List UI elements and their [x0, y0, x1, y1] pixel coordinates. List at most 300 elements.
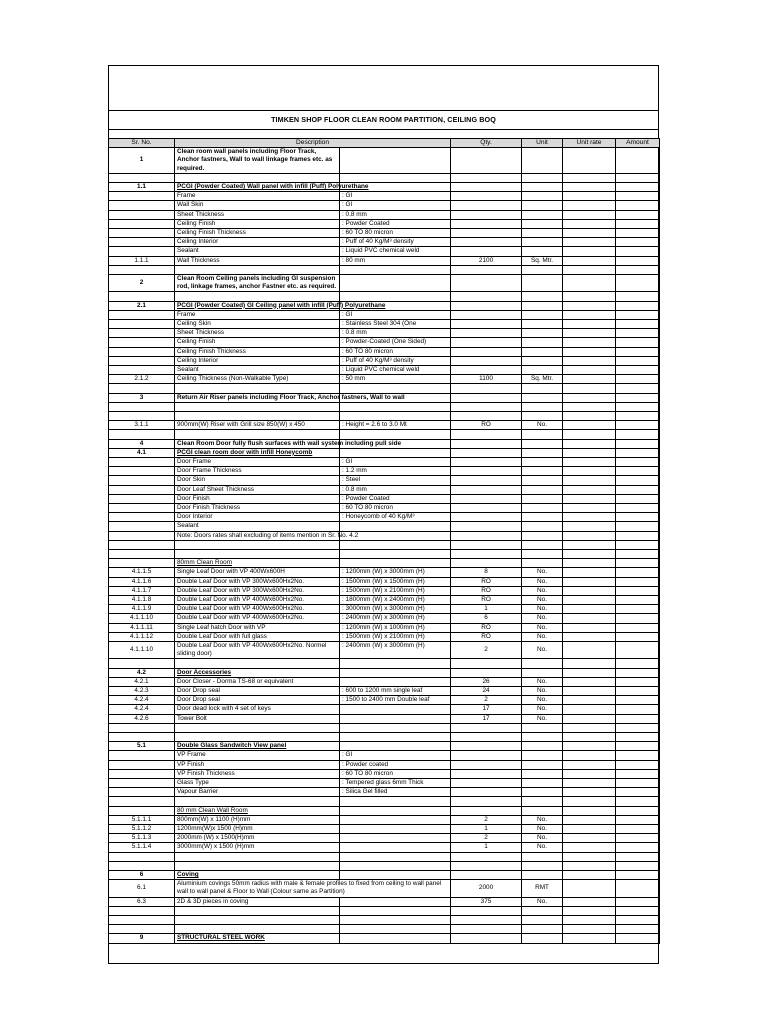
cell-qty	[451, 275, 522, 292]
cell-sr-no: 4.2.1	[109, 677, 175, 686]
cell-spec: : GI	[340, 458, 451, 467]
cell-description: Double Leaf Door with VP 400Wx600Hx2No.	[175, 596, 340, 605]
cell-unit: No.	[522, 421, 563, 430]
table-row	[109, 779, 660, 788]
cell-unit-rate	[563, 439, 616, 448]
table-row	[109, 448, 660, 457]
cell-qty	[451, 448, 522, 457]
cell-spec: : GI	[340, 751, 451, 760]
cell-spec	[340, 852, 451, 861]
cell-unit	[522, 338, 563, 347]
cell-qty	[451, 458, 522, 467]
cell-sr-no: 4.1	[109, 448, 175, 457]
cell-spec: : 1800mm (W) x 2400mm (H)	[340, 596, 451, 605]
cell-unit-rate	[563, 247, 616, 256]
cell-qty	[451, 742, 522, 751]
cell-unit-rate	[563, 642, 616, 659]
cell-sr-no	[109, 366, 175, 375]
table-row	[109, 356, 660, 365]
cell-unit-rate	[563, 183, 616, 192]
cell-unit: No.	[522, 614, 563, 623]
cell-spec	[340, 825, 451, 834]
cell-qty	[451, 329, 522, 338]
cell-description: Ceiling Thickness (Non-Walkable Type)	[175, 375, 340, 384]
cell-unit-rate	[563, 577, 616, 586]
cell-sr-no: 4.1.1.7	[109, 586, 175, 595]
cell-qty: 17	[451, 705, 522, 714]
cell-sr-no: 4	[109, 439, 175, 448]
table-row	[109, 219, 660, 228]
cell-unit	[522, 806, 563, 815]
cell-unit	[522, 148, 563, 174]
cell-amount	[616, 825, 660, 834]
cell-unit	[522, 301, 563, 310]
cell-description: 2D & 3D pieces in coving	[175, 897, 340, 906]
cell-description	[175, 916, 340, 925]
blank-row	[109, 412, 660, 421]
cell-sr-no: 9	[109, 934, 175, 943]
cell-amount	[616, 467, 660, 476]
cell-description: PCGI clean room door with infill Honeycomb	[175, 448, 340, 457]
cell-spec	[340, 797, 451, 806]
cell-description: Sealant	[175, 366, 340, 375]
blank-row	[109, 430, 660, 439]
col-amount: Amount	[616, 139, 660, 148]
table-row	[109, 934, 660, 943]
cell-unit	[522, 522, 563, 531]
cell-unit: No.	[522, 623, 563, 632]
cell-spec: : 1500mm (W) x 2100mm (H)	[340, 586, 451, 595]
cell-description: Double Leaf Door with VP 300Wx600Hx2No.	[175, 577, 340, 586]
cell-spec: : GI	[340, 201, 451, 210]
cell-qty	[451, 292, 522, 301]
cell-sr-no	[109, 210, 175, 219]
cell-sr-no	[109, 329, 175, 338]
cell-unit-rate	[563, 623, 616, 632]
cell-qty: 17	[451, 714, 522, 723]
cell-description: Door Finish Thickness	[175, 504, 340, 513]
cell-sr-no: 2.1.2	[109, 375, 175, 384]
table-row	[109, 897, 660, 906]
cell-sr-no: 4.2.6	[109, 714, 175, 723]
cell-description: Single Leaf hatch Door with VP	[175, 623, 340, 632]
blank-row	[109, 292, 660, 301]
cell-sr-no	[109, 906, 175, 915]
cell-spec	[340, 550, 451, 559]
cell-sr-no: 4.1.1.8	[109, 596, 175, 605]
cell-sr-no: 5.1.1.4	[109, 843, 175, 852]
cell-description	[175, 384, 340, 393]
cell-description: Clean Room Door fully flush surfaces with wall system including pull side	[175, 439, 340, 448]
cell-sr-no	[109, 723, 175, 732]
cell-spec	[340, 843, 451, 852]
cell-unit	[522, 934, 563, 943]
cell-amount	[616, 834, 660, 843]
cell-description: Double Glass Sandwitch View panel	[175, 742, 340, 751]
cell-unit-rate	[563, 275, 616, 292]
cell-unit	[522, 412, 563, 421]
cell-qty: 2	[451, 815, 522, 824]
col-sr-no: Sr. No.	[109, 139, 175, 148]
cell-spec: : Puff of 40 Kg/M³ density	[340, 356, 451, 365]
table-row	[109, 642, 660, 659]
cell-qty: RO	[451, 632, 522, 641]
table-row	[109, 632, 660, 641]
cell-unit-rate	[563, 806, 616, 815]
blank-row	[109, 723, 660, 732]
table-row	[109, 806, 660, 815]
cell-unit-rate	[563, 834, 616, 843]
cell-spec: : 2400mm (W) x 3000mm (H)	[340, 642, 451, 659]
cell-unit: Sq. Mtr.	[522, 375, 563, 384]
cell-description: Single Leaf Door with VP 400Wx600H	[175, 568, 340, 577]
cell-amount	[616, 301, 660, 310]
cell-unit: No.	[522, 687, 563, 696]
cell-description	[175, 906, 340, 915]
cell-description: STRUCTURAL STEEL WORK	[175, 934, 340, 943]
cell-unit-rate	[563, 256, 616, 265]
cell-qty: RO	[451, 586, 522, 595]
cell-amount	[616, 275, 660, 292]
cell-unit: No.	[522, 696, 563, 705]
cell-sr-no	[109, 540, 175, 549]
cell-unit	[522, 550, 563, 559]
table-row	[109, 192, 660, 201]
cell-sr-no: 5.1.1.3	[109, 834, 175, 843]
cell-sr-no: 4.1.1.10	[109, 642, 175, 659]
cell-unit	[522, 668, 563, 677]
cell-description: VP Finish	[175, 760, 340, 769]
table-row	[109, 476, 660, 485]
cell-qty	[451, 531, 522, 540]
table-row	[109, 329, 660, 338]
cell-unit	[522, 247, 563, 256]
cell-sr-no	[109, 504, 175, 513]
cell-unit	[522, 310, 563, 319]
cell-unit	[522, 559, 563, 568]
cell-spec: : 0.8 mm	[340, 210, 451, 219]
cell-description: Sealant	[175, 247, 340, 256]
cell-qty	[451, 852, 522, 861]
cell-description: Double Leaf Door with VP 400Wx600Hx2No.	[175, 605, 340, 614]
cell-description	[175, 540, 340, 549]
cell-description: 900mm(W) Riser with Grill size 850(W) x 450	[175, 421, 340, 430]
cell-spec: : 0.8 mm	[340, 485, 451, 494]
cell-spec	[340, 275, 451, 292]
cell-amount	[616, 642, 660, 659]
cell-qty	[451, 760, 522, 769]
cell-sr-no	[109, 347, 175, 356]
cell-spec	[340, 668, 451, 677]
table-row	[109, 256, 660, 265]
cell-unit	[522, 292, 563, 301]
cell-qty: 375	[451, 897, 522, 906]
cell-unit: No.	[522, 642, 563, 659]
cell-sr-no	[109, 861, 175, 870]
cell-unit-rate	[563, 934, 616, 943]
cell-description: Door Accessories	[175, 668, 340, 677]
cell-sr-no: 4.2.4	[109, 705, 175, 714]
cell-amount	[616, 430, 660, 439]
cell-amount	[616, 687, 660, 696]
cell-spec	[340, 705, 451, 714]
table-row	[109, 742, 660, 751]
cell-qty	[451, 788, 522, 797]
cell-amount	[616, 421, 660, 430]
cell-sr-no	[109, 916, 175, 925]
cell-amount	[616, 705, 660, 714]
cell-spec	[340, 148, 451, 174]
cell-sr-no	[109, 384, 175, 393]
cell-sr-no	[109, 513, 175, 522]
cell-unit-rate	[563, 320, 616, 329]
cell-sr-no	[109, 338, 175, 347]
cell-description: VP Frame	[175, 751, 340, 760]
cell-unit-rate	[563, 705, 616, 714]
cell-amount	[616, 806, 660, 815]
cell-sr-no	[109, 485, 175, 494]
table-row	[109, 614, 660, 623]
cell-description: Ceiling Skin	[175, 320, 340, 329]
cell-sr-no: 4.1.1.5	[109, 568, 175, 577]
cell-sr-no	[109, 494, 175, 503]
cell-description: Note: Doors rates shall excluding of items mention in Sr. No. 4.2	[175, 531, 340, 540]
cell-description	[175, 659, 340, 668]
cell-spec: : 0.8 mm	[340, 329, 451, 338]
cell-sr-no	[109, 467, 175, 476]
cell-amount	[616, 614, 660, 623]
cell-qty	[451, 751, 522, 760]
cell-unit	[522, 540, 563, 549]
cell-qty	[451, 906, 522, 915]
cell-amount	[616, 393, 660, 402]
cell-unit: Sq. Mtr.	[522, 256, 563, 265]
cell-amount	[616, 412, 660, 421]
table-row	[109, 880, 660, 897]
cell-unit: No.	[522, 897, 563, 906]
cell-qty	[451, 347, 522, 356]
cell-unit	[522, 384, 563, 393]
table-row	[109, 760, 660, 769]
cell-amount	[616, 366, 660, 375]
cell-unit-rate	[563, 338, 616, 347]
cell-sr-no	[109, 356, 175, 365]
table-row	[109, 347, 660, 356]
cell-sr-no: 1.1	[109, 183, 175, 192]
cell-amount	[616, 513, 660, 522]
blank-row	[109, 173, 660, 182]
table-row	[109, 705, 660, 714]
cell-spec: : Powder coated	[340, 760, 451, 769]
cell-spec	[340, 714, 451, 723]
cell-amount	[616, 586, 660, 595]
cell-unit	[522, 779, 563, 788]
table-row	[109, 504, 660, 513]
table-row	[109, 714, 660, 723]
cell-unit	[522, 925, 563, 934]
cell-unit	[522, 238, 563, 247]
cell-amount	[616, 476, 660, 485]
cell-qty	[451, 393, 522, 402]
cell-qty	[451, 769, 522, 778]
cell-sr-no	[109, 559, 175, 568]
cell-unit-rate	[563, 659, 616, 668]
cell-amount	[616, 714, 660, 723]
cell-spec: : Tempered glass 6mm Thick	[340, 779, 451, 788]
cell-unit-rate	[563, 467, 616, 476]
cell-qty: 2000	[451, 880, 522, 897]
cell-unit	[522, 366, 563, 375]
cell-unit-rate	[563, 201, 616, 210]
cell-amount	[616, 916, 660, 925]
cell-unit	[522, 485, 563, 494]
cell-unit: RMT	[522, 880, 563, 897]
cell-description: Double Leaf Door with VP 400Wx600Hx2No. Normel sliding door)	[175, 642, 340, 659]
cell-unit	[522, 430, 563, 439]
cell-unit-rate	[563, 568, 616, 577]
cell-unit	[522, 173, 563, 182]
cell-sr-no	[109, 733, 175, 742]
cell-sr-no: 3	[109, 393, 175, 402]
cell-unit	[522, 265, 563, 274]
col-unit-rate: Unit rate	[563, 139, 616, 148]
cell-amount	[616, 310, 660, 319]
cell-spec	[340, 723, 451, 732]
cell-description: Door Finish	[175, 494, 340, 503]
cell-amount	[616, 751, 660, 760]
cell-amount	[616, 402, 660, 411]
cell-amount	[616, 596, 660, 605]
cell-qty: 1	[451, 605, 522, 614]
cell-spec: : 50 mm	[340, 375, 451, 384]
cell-unit: No.	[522, 632, 563, 641]
cell-unit	[522, 659, 563, 668]
cell-spec	[340, 733, 451, 742]
cell-spec: : Powder Coated	[340, 219, 451, 228]
cell-sr-no: 6.3	[109, 897, 175, 906]
cell-amount	[616, 623, 660, 632]
cell-amount	[616, 356, 660, 365]
cell-amount	[616, 897, 660, 906]
cell-unit-rate	[563, 696, 616, 705]
cell-description: Door Skin	[175, 476, 340, 485]
cell-unit-rate	[563, 238, 616, 247]
cell-unit	[522, 219, 563, 228]
cell-amount	[616, 723, 660, 732]
cell-spec: : Liquid PVC chemical weld	[340, 247, 451, 256]
cell-unit: No.	[522, 815, 563, 824]
cell-unit-rate	[563, 458, 616, 467]
cell-qty	[451, 192, 522, 201]
cell-unit-rate	[563, 668, 616, 677]
cell-unit-rate	[563, 723, 616, 732]
cell-unit	[522, 275, 563, 292]
cell-description: 2000mm (W) x 1500(H)mm	[175, 834, 340, 843]
cell-unit-rate	[563, 897, 616, 906]
cell-unit-rate	[563, 356, 616, 365]
blank-row	[109, 861, 660, 870]
cell-spec	[340, 384, 451, 393]
cell-qty	[451, 934, 522, 943]
cell-description: Ceiling Interior	[175, 356, 340, 365]
cell-qty	[451, 871, 522, 880]
cell-unit	[522, 201, 563, 210]
cell-unit	[522, 320, 563, 329]
cell-amount	[616, 934, 660, 943]
cell-qty: 1	[451, 843, 522, 852]
cell-spec	[340, 861, 451, 870]
cell-unit-rate	[563, 531, 616, 540]
cell-sr-no	[109, 522, 175, 531]
cell-amount	[616, 880, 660, 897]
cell-unit-rate	[563, 677, 616, 686]
cell-spec	[340, 897, 451, 906]
cell-amount	[616, 201, 660, 210]
cell-unit: No.	[522, 834, 563, 843]
blank-row	[109, 733, 660, 742]
cell-sr-no	[109, 247, 175, 256]
cell-spec	[340, 448, 451, 457]
cell-spec: : Powder Coated	[340, 494, 451, 503]
cell-spec: : 3000mm (W) x 3000mm (H)	[340, 605, 451, 614]
cell-unit-rate	[563, 751, 616, 760]
table-row	[109, 485, 660, 494]
cell-unit-rate	[563, 769, 616, 778]
cell-spec	[340, 659, 451, 668]
cell-spec: : 1500mm (W) x 2100mm (H)	[340, 632, 451, 641]
cell-description	[175, 265, 340, 274]
cell-qty	[451, 301, 522, 310]
cell-amount	[616, 577, 660, 586]
cell-description	[175, 797, 340, 806]
table-row	[109, 393, 660, 402]
cell-description: Door Drop seal	[175, 687, 340, 696]
cell-description: Wall Skin	[175, 201, 340, 210]
cell-qty: RO	[451, 596, 522, 605]
cell-sr-no: 4.1.1.6	[109, 577, 175, 586]
cell-amount	[616, 797, 660, 806]
cell-qty: 2	[451, 642, 522, 659]
cell-unit-rate	[563, 742, 616, 751]
table-row	[109, 596, 660, 605]
cell-unit-rate	[563, 522, 616, 531]
cell-amount	[616, 788, 660, 797]
cell-spec: : 1200mm (W) x 1000mm (H)	[340, 623, 451, 632]
cell-qty	[451, 779, 522, 788]
cell-qty	[451, 310, 522, 319]
cell-spec	[340, 540, 451, 549]
cell-spec: : 1500mm (W) x 1500mm (H)	[340, 577, 451, 586]
cell-unit	[522, 210, 563, 219]
cell-spec	[340, 402, 451, 411]
cell-description: Frame	[175, 192, 340, 201]
table-row	[109, 559, 660, 568]
cell-sr-no	[109, 751, 175, 760]
cell-unit: No.	[522, 843, 563, 852]
cell-description: VP Finish Thickness	[175, 769, 340, 778]
cell-unit	[522, 402, 563, 411]
cell-unit-rate	[563, 310, 616, 319]
cell-unit: No.	[522, 705, 563, 714]
cell-unit	[522, 788, 563, 797]
cell-unit-rate	[563, 366, 616, 375]
cell-unit-rate	[563, 605, 616, 614]
cell-amount	[616, 238, 660, 247]
blank-row	[109, 906, 660, 915]
cell-description: 3000mm(W) x 1500 (H)mm	[175, 843, 340, 852]
table-row	[109, 586, 660, 595]
cell-unit-rate	[563, 906, 616, 915]
